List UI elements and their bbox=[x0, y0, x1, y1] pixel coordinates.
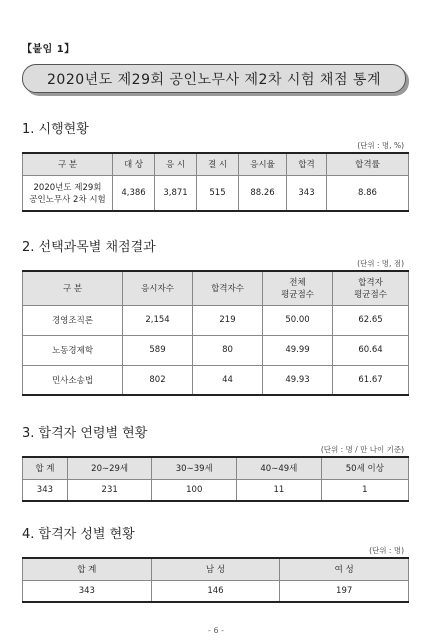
value-cell: 100 bbox=[152, 479, 237, 501]
value-cell: 49.99 bbox=[263, 335, 333, 365]
value-cell: 61.67 bbox=[333, 365, 409, 395]
header-cell: 합격자 평균점수 bbox=[333, 271, 409, 305]
value-cell: 62.65 bbox=[333, 305, 409, 335]
value-cell: 515 bbox=[197, 175, 239, 211]
header-cell: 전체 평균점수 bbox=[263, 271, 333, 305]
page-title: 2020년도 제29회 공인노무사 제2차 시험 채점 통계 bbox=[22, 64, 406, 93]
value-cell: 88.26 bbox=[239, 175, 287, 211]
value-cell: 49.93 bbox=[263, 365, 333, 395]
subject-cell: 경영조직론 bbox=[23, 305, 123, 335]
section1-unit: (단위 : 명, %) bbox=[357, 141, 404, 150]
section1-heading: 1. 시행현황 bbox=[22, 122, 89, 137]
header-cell: 응 시 bbox=[155, 153, 197, 175]
section2-unit: (단위 : 명, 점) bbox=[357, 259, 404, 268]
value-cell: 589 bbox=[123, 335, 193, 365]
value-cell: 1 bbox=[321, 479, 408, 501]
section4-unit: (단위 : 명) bbox=[369, 546, 404, 555]
value-cell: 343 bbox=[287, 175, 327, 211]
header-cell: 30∼39세 bbox=[152, 457, 237, 479]
value-cell: 197 bbox=[280, 580, 409, 602]
header-cell: 40∼49세 bbox=[237, 457, 322, 479]
header-cell: 합 계 bbox=[23, 457, 68, 479]
row-label-cell bbox=[23, 175, 113, 211]
subject-cell: 노동경제학 bbox=[23, 335, 123, 365]
value-cell: 3,871 bbox=[155, 175, 197, 211]
header-cell: 합격률 bbox=[327, 153, 409, 175]
section3-heading: 3. 합격자 연령별 현황 bbox=[22, 426, 148, 441]
section3-unit: (단위 : 명 / 만 나이 기준) bbox=[320, 445, 404, 454]
value-cell: 44 bbox=[193, 365, 263, 395]
header-cell: 구 분 bbox=[23, 271, 123, 305]
value-cell: 8.86 bbox=[327, 175, 409, 211]
subject-cell: 민사소송법 bbox=[23, 365, 123, 395]
header-cell: 20∼29세 bbox=[67, 457, 152, 479]
value-cell: 343 bbox=[23, 580, 152, 602]
header-cell: 50세 이상 bbox=[321, 457, 408, 479]
header-cell: 구 분 bbox=[23, 153, 113, 175]
page-number: - 6 - bbox=[208, 626, 224, 635]
value-cell: 80 bbox=[193, 335, 263, 365]
section2-heading: 2. 선택과목별 채점결과 bbox=[22, 240, 156, 255]
value-cell: 2,154 bbox=[123, 305, 193, 335]
value-cell: 231 bbox=[67, 479, 152, 501]
header-cell: 합 계 bbox=[23, 558, 152, 580]
value-cell: 60.64 bbox=[333, 335, 409, 365]
header-cell: 대 상 bbox=[113, 153, 155, 175]
value-cell: 4,386 bbox=[113, 175, 155, 211]
header-cell: 응시율 bbox=[239, 153, 287, 175]
header-cell: 여 성 bbox=[280, 558, 409, 580]
attachment-label: 【붙임 1】 bbox=[22, 44, 75, 55]
section4-heading: 4. 합격자 성별 현황 bbox=[22, 527, 135, 542]
header-cell: 응시자수 bbox=[123, 271, 193, 305]
value-cell: 219 bbox=[193, 305, 263, 335]
value-cell: 146 bbox=[151, 580, 280, 602]
section2-table bbox=[22, 270, 409, 396]
value-cell: 50.00 bbox=[263, 305, 333, 335]
header-cell: 결 시 bbox=[197, 153, 239, 175]
value-cell: 11 bbox=[237, 479, 322, 501]
section3-table bbox=[22, 456, 409, 502]
value-cell: 802 bbox=[123, 365, 193, 395]
header-cell: 합격 bbox=[287, 153, 327, 175]
section1-table bbox=[22, 152, 409, 212]
header-cell: 합격자수 bbox=[193, 271, 263, 305]
row-label-line: 공인노무사 2차 시험 bbox=[29, 194, 106, 205]
value-cell: 343 bbox=[23, 479, 68, 501]
section4-table bbox=[22, 557, 409, 603]
row-label-line: 2020년도 제29회 bbox=[33, 182, 102, 193]
header-cell: 남 성 bbox=[151, 558, 280, 580]
